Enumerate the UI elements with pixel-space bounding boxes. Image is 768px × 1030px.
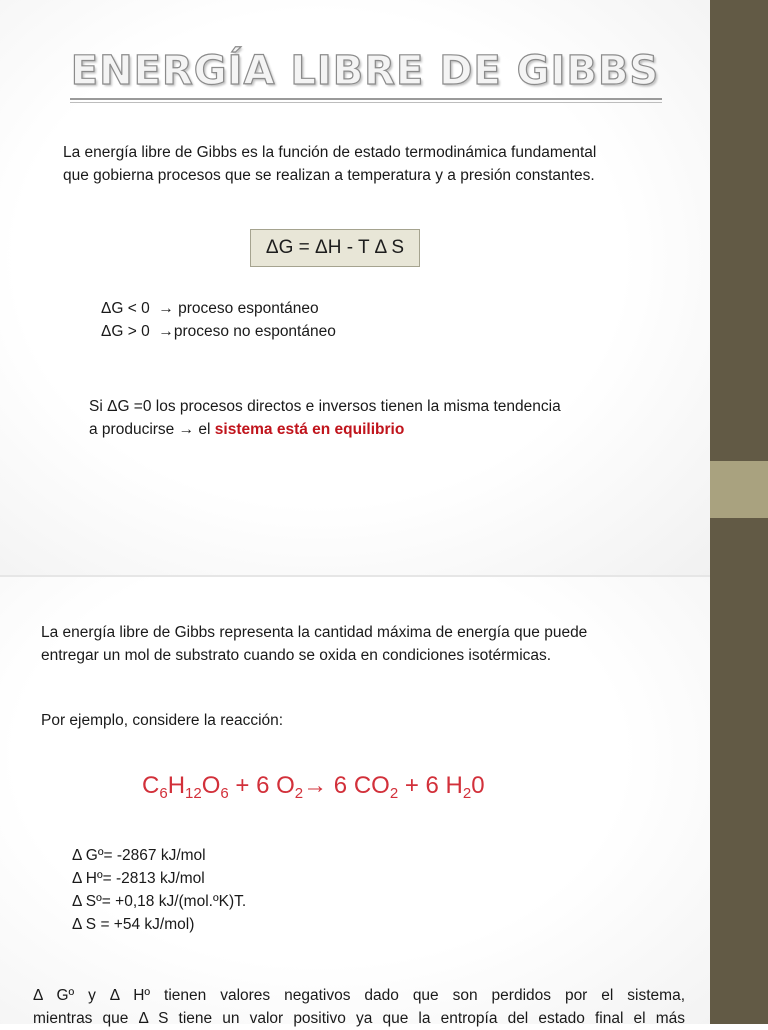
reaction-subscript: 2 bbox=[294, 785, 304, 802]
sign-explanation-paragraph bbox=[33, 984, 685, 1030]
sidebar-accent bbox=[710, 461, 768, 518]
equilibrium-line-1: Si ΔG =0 los procesos directos e inversos tienen la misma tendencia bbox=[89, 398, 561, 415]
delta-h-value: Δ Hº= -2813 kJ/mol bbox=[72, 870, 205, 887]
reaction-plus: + 6 bbox=[228, 772, 277, 799]
condition-text: proceso espontáneo bbox=[173, 300, 319, 317]
reaction-subscript: 12 bbox=[185, 785, 202, 802]
reaction-hydrogen: H bbox=[167, 772, 186, 799]
reaction-carbon-dioxide: CO bbox=[353, 772, 390, 799]
max-energy-paragraph bbox=[41, 621, 681, 667]
glucose-oxidation-reaction bbox=[142, 772, 485, 802]
reaction-subscript: 6 bbox=[220, 785, 229, 802]
reaction-plus: + 6 bbox=[398, 772, 446, 799]
intro-line-1: La energía libre de Gibbs es la función de estado termodinámica fundamental bbox=[63, 144, 597, 161]
max-energy-line-1: La energía libre de Gibbs representa la cantidad máxima de energía que puede bbox=[41, 624, 588, 641]
delta-s-value: Δ S = +54 kJ/mol) bbox=[72, 916, 195, 933]
condition-spontaneous bbox=[101, 297, 319, 320]
condition-non-spontaneous bbox=[101, 320, 336, 343]
right-arrow-icon: → bbox=[158, 323, 174, 340]
reaction-subscript: 2 bbox=[389, 785, 399, 802]
condition-text: proceso no espontáneo bbox=[173, 323, 336, 340]
equilibrium-paragraph bbox=[89, 395, 649, 441]
equilibrium-line-2: a producirse bbox=[89, 421, 175, 438]
reaction-water-hydrogen: H bbox=[445, 772, 463, 799]
gibbs-formula-box bbox=[250, 229, 420, 267]
condition-lhs: ΔG < 0 bbox=[101, 300, 150, 317]
sign-explanation-line-2: mientras que Δ S tiene un valor positivo ya que la entropía del estado final el más bbox=[33, 1010, 685, 1027]
delta-s-standard-value: Δ Sº= +0,18 kJ/(mol.ºK)T. bbox=[72, 893, 247, 910]
title-underline bbox=[70, 98, 662, 100]
condition-lhs: ΔG > 0 bbox=[101, 323, 150, 340]
intro-line-2: que gobierna procesos que se realizan a temperatura y a presión constantes. bbox=[63, 167, 595, 184]
right-arrow-icon: → bbox=[178, 421, 195, 438]
slide-title: ENERGÍA LIBRE DE GIBBS bbox=[70, 48, 660, 94]
delta-g-value: Δ Gº= -2867 kJ/mol bbox=[72, 847, 206, 864]
reaction-oxygen-molecule: O bbox=[276, 772, 295, 799]
reaction-oxygen: O bbox=[201, 772, 221, 799]
intro-paragraph bbox=[63, 141, 673, 187]
reaction-subscript: 2 bbox=[462, 785, 472, 802]
equilibrium-highlight: sistema está en equilibrio bbox=[214, 421, 405, 438]
reaction-carbon: C bbox=[142, 772, 160, 799]
reaction-water-oxygen: 0 bbox=[471, 772, 485, 799]
reaction-arrow-icon: → bbox=[303, 772, 328, 799]
example-intro: Por ejemplo, considere la reacción: bbox=[41, 712, 284, 729]
gibbs-formula: ΔG = ΔH - T Δ S bbox=[265, 237, 405, 258]
sign-explanation-line-1: Δ Gº y Δ Hº tienen valores negativos dado que son perdidos por el sistema, bbox=[33, 987, 685, 1004]
reaction-coefficient: 6 bbox=[327, 772, 354, 799]
reaction-subscript: 6 bbox=[159, 785, 168, 802]
max-energy-line-2: entregar un mol de substrato cuando se oxida en condiciones isotérmicas. bbox=[41, 647, 552, 664]
equilibrium-connector: el bbox=[194, 421, 215, 438]
title-underline-secondary bbox=[70, 102, 662, 103]
right-arrow-icon: → bbox=[158, 300, 174, 317]
